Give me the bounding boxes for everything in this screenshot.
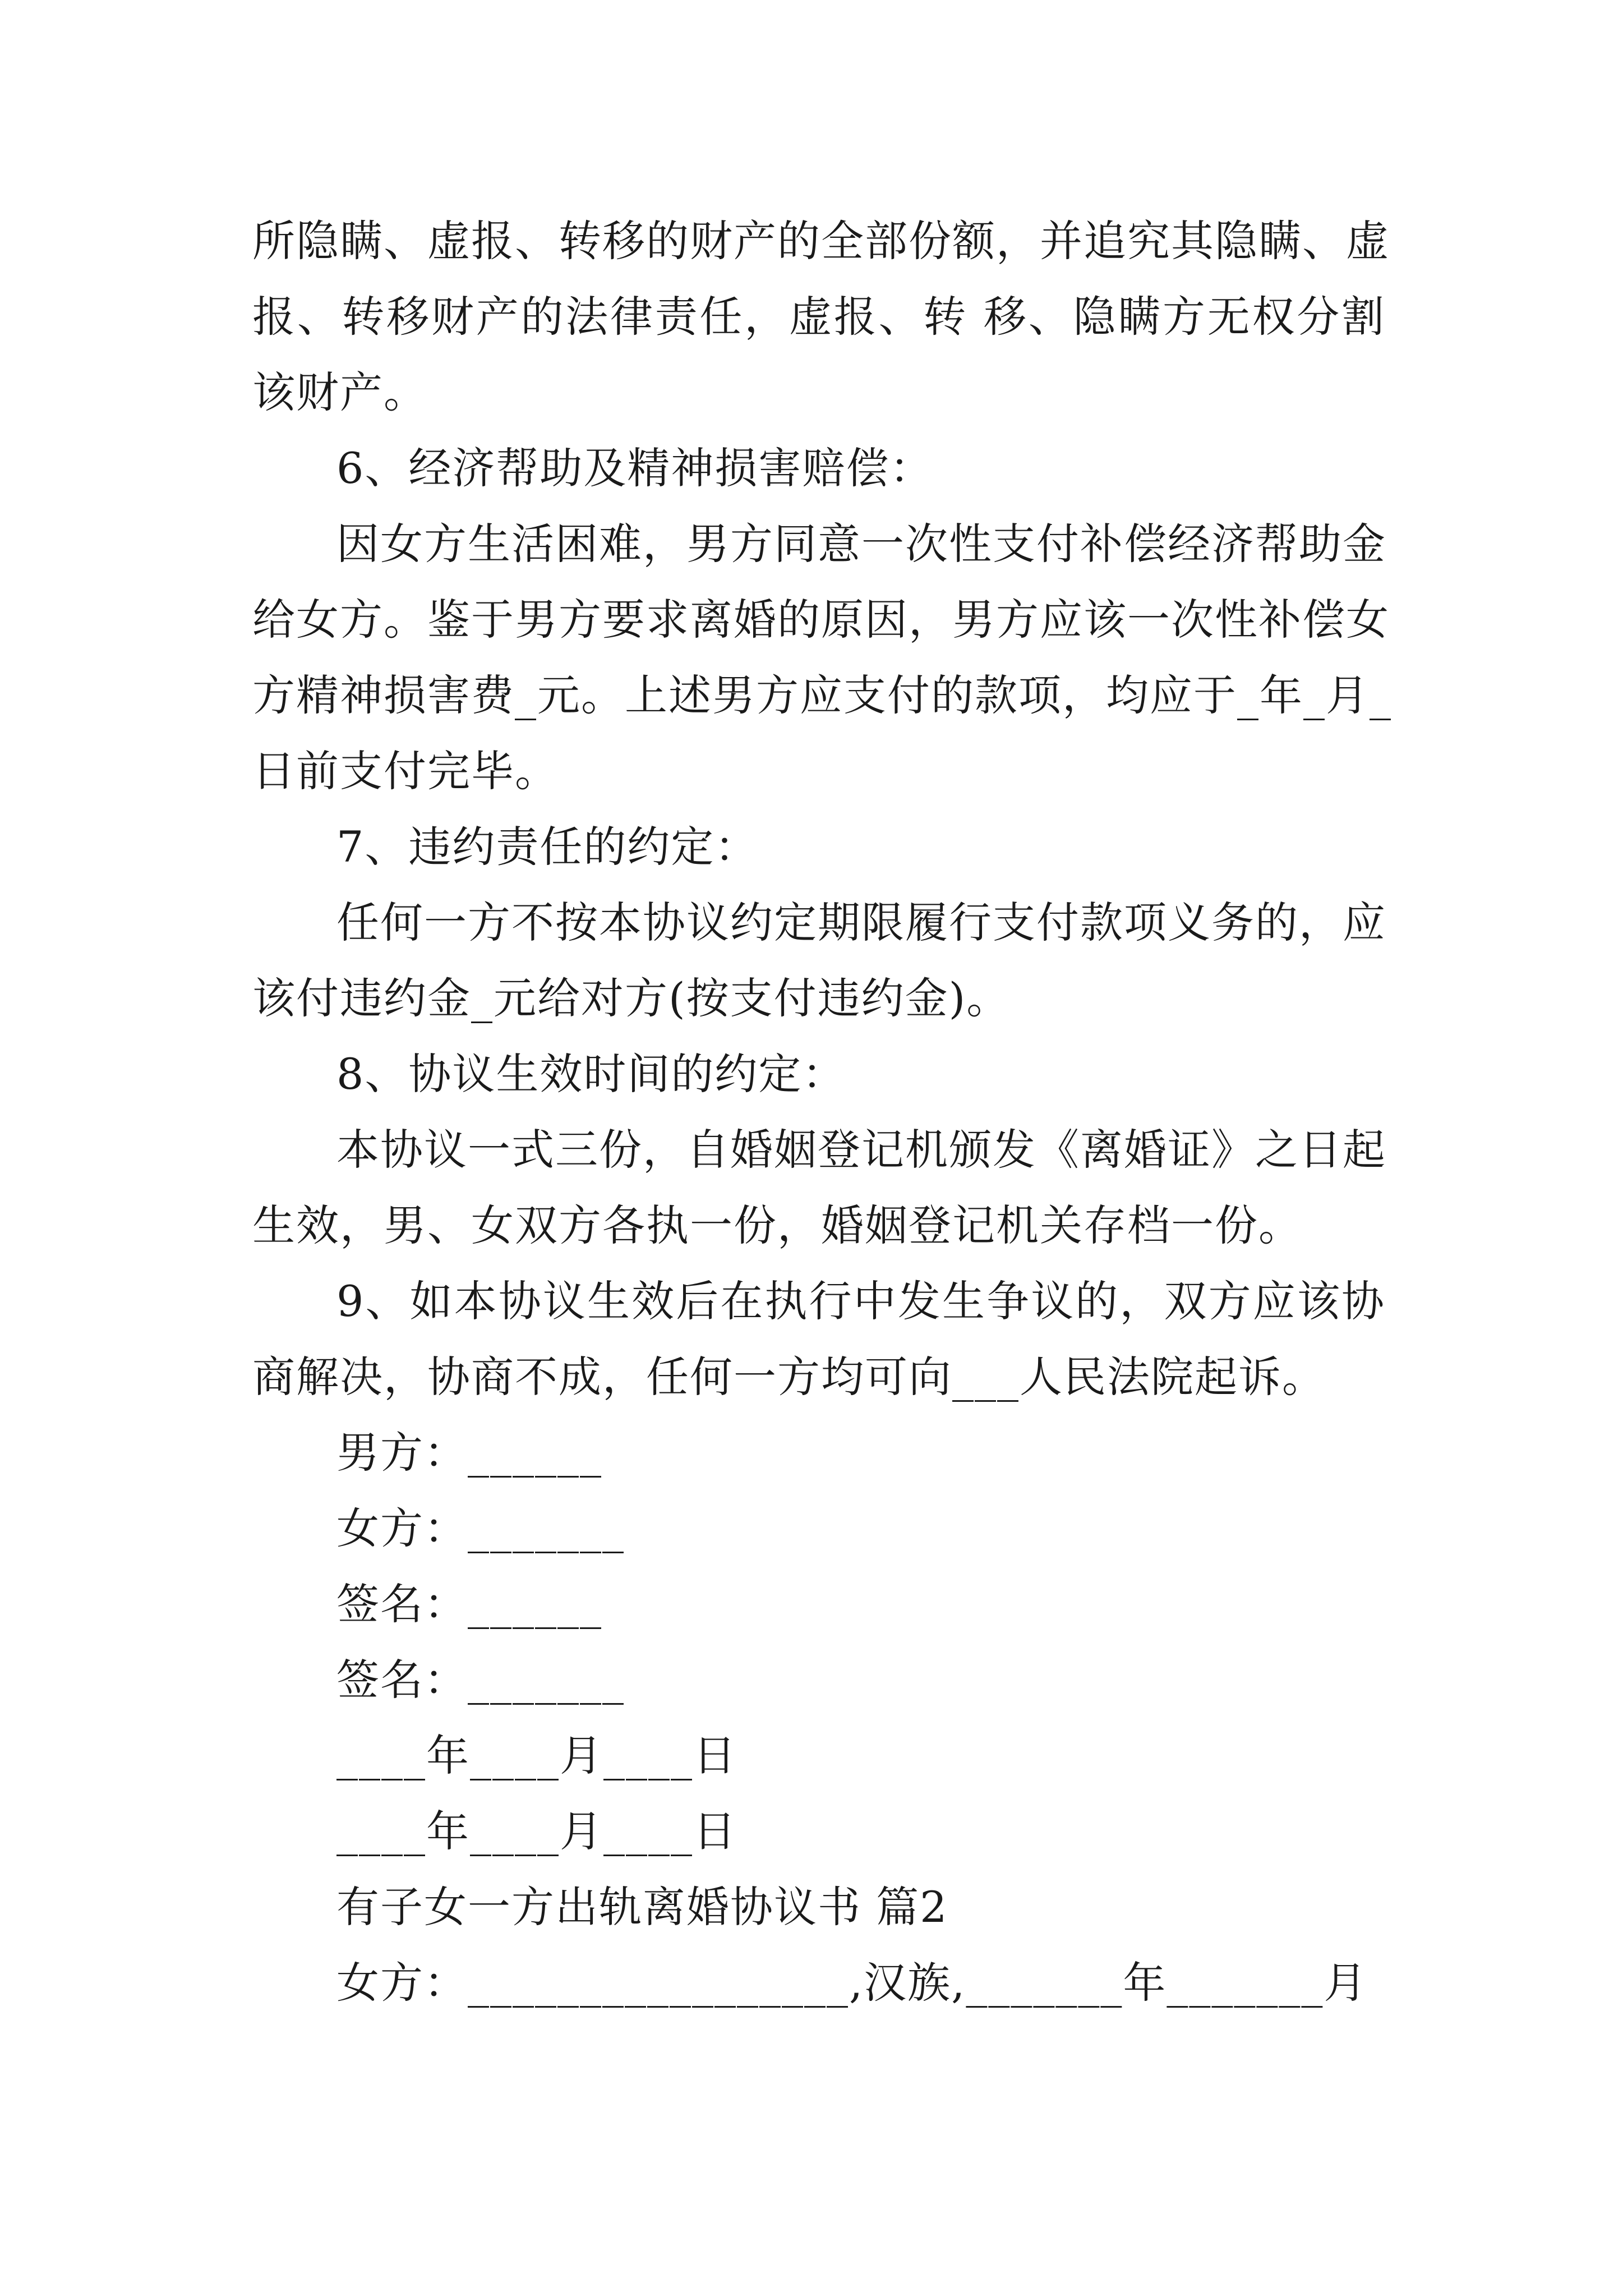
date-field: ____年____月____日 [336,1731,737,1780]
signature-field: 签名：______ [336,1579,602,1629]
signature-field: 签名：_______ [336,1655,625,1705]
signature-field-female: 女方：_______ [336,1503,625,1553]
text-line: 给女方。鉴于男方要求离婚的原因，男方应该一次性补偿女 [252,595,1390,645]
section-heading: 7、违约责任的约定： [336,822,759,872]
text-line: 该财产。 [252,367,427,417]
text-line: 日前支付完毕。 [252,746,559,796]
text-line: 商解决，协商不成，任何一方均可向___人民法院起诉。 [252,1352,1326,1402]
text-line: 报、转移财产的法律责任，虚报、转 移、隐瞒方无权分割 [252,292,1385,342]
text-line: 方精神损害费_元。上述男方应支付的款项，均应于_年_月_ [252,670,1392,720]
signature-field-male: 男方：______ [336,1428,602,1478]
section-heading: 8、协议生效时间的约定： [336,1049,846,1099]
text-line: 女方：_________________,汉族,_______年_______月 [336,1958,1368,2008]
text-line: 生效，男、女双方各执一份，婚姻登记机关存档一份。 [252,1200,1302,1250]
text-line: 本协议一式三份，自婚姻登记机颁发《离婚证》之日起 [336,1125,1386,1175]
text-line: 9、如本协议生效后在执行中发生争议的，双方应该协 [336,1276,1385,1326]
text-line: 因女方生活困难，男方同意一次性支付补偿经济帮助金 [336,519,1386,569]
section-heading: 6、经济帮助及精神损害赔偿： [336,443,934,493]
text-line: 任何一方不按本协议约定期限履行支付款项义务的，应 [336,898,1386,947]
text-line: 所隐瞒、虚报、转移的财产的全部份额，并追究其隐瞒、虚 [252,216,1390,266]
text-line: 该付违约金_元给对方(按支付违约金)。 [252,973,1011,1023]
date-field: ____年____月____日 [336,1806,737,1856]
section-title: 有子女一方出轨离婚协议书 篇2 [336,1882,948,1932]
